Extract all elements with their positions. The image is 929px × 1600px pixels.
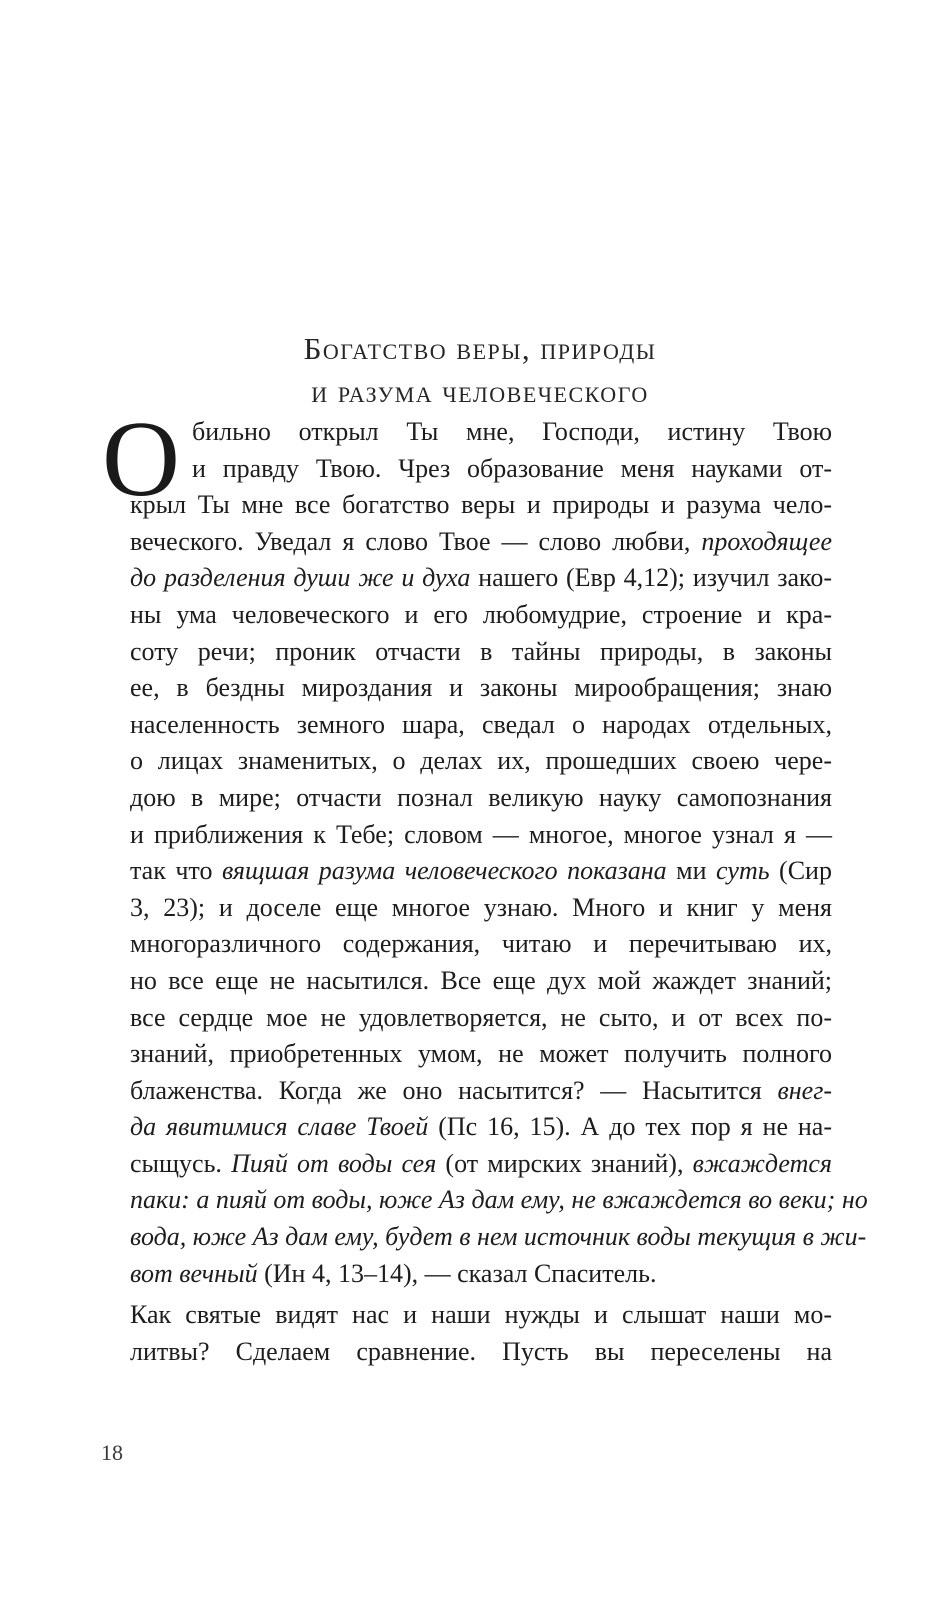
text-line: так что вящшая разума человеческого показана ми суть (Сир: [130, 856, 832, 886]
text-line: паки: а пияй от воды, юже Аз дам ему, не вжаждется во веки; но: [130, 1185, 868, 1215]
text-line: все сердце мое не удовлетворяется, не сыто, и от всех по-: [130, 1002, 832, 1032]
chapter-heading: [130, 327, 830, 413]
drop-cap: О: [102, 400, 180, 519]
text-line: дою в мире; отчасти познал великую науку самопознания: [130, 782, 832, 812]
text-line: соту речи; проник отчасти в тайны природы, в законы: [130, 636, 832, 666]
text-line: знаний, приобретенных умом, не может получить полного: [130, 1039, 832, 1069]
text-line: и приближения к Тебе; словом — многое, многое узнал я —: [130, 819, 832, 849]
text-line: блаженства. Когда же оно насытится? — Насытится внег-: [130, 1075, 832, 1105]
text-line: ее, в бездны мироздания и законы мирообращения; знаю: [130, 673, 832, 703]
second-paragraph: [130, 1297, 832, 1370]
chapter-heading-line-1: Богатство веры, природы: [303, 330, 657, 366]
text-line: многоразличного содержания, читаю и перечитываю их,: [130, 929, 832, 959]
text-line: бильно открыл Ты мне, Господи, истину Твою: [192, 417, 832, 446]
text-line: ны ума человеческого и его любомудрие, строение и кра-: [130, 599, 832, 629]
page-number: 18: [101, 1440, 123, 1465]
text-line: населенность земного шара, сведал о народах отдельных,: [130, 709, 832, 739]
chapter-heading-line-2: и разума человеческого: [311, 373, 649, 409]
text-line: о лицах знаменитых, о делах их, прошедших своею чере-: [130, 746, 832, 776]
text-line: вот вечный (Ин 4, 13–14), — сказал Спаситель.: [130, 1258, 657, 1288]
text-line: веческого. Уведал я слово Твое — слово любви, проходящее: [130, 526, 832, 556]
text-line: вода, юже Аз дам ему, будет в нем источник воды текущия в жи-: [130, 1222, 867, 1252]
text-line: крыл Ты мне все богатство веры и природы и разума чело-: [130, 490, 832, 520]
main-paragraph: [102, 400, 868, 1292]
text-line: литвы? Сделаем сравнение. Пусть вы переселены на: [130, 1336, 832, 1366]
text-line: и правду Твою. Чрез образование меня науками от-: [192, 453, 832, 483]
text-line: да явитимися славе Твоей (Пс 16, 15). А до тех пор я не на-: [130, 1112, 833, 1142]
text-line: до разделения души же и духа нашего (Евр 4,12); изучил зако-: [130, 563, 832, 593]
text-line: сыщусь. Пияй от воды сея (от мирских знаний), вжаждется: [130, 1148, 832, 1178]
text-line: Как святые видят нас и наши нужды и слышат наши мо-: [130, 1300, 832, 1329]
text-line: но все еще не насытился. Все еще дух мой жаждет знаний;: [130, 965, 832, 995]
text-line: 3, 23); и доселе еще многое узнаю. Много и книг у меня: [130, 892, 832, 922]
